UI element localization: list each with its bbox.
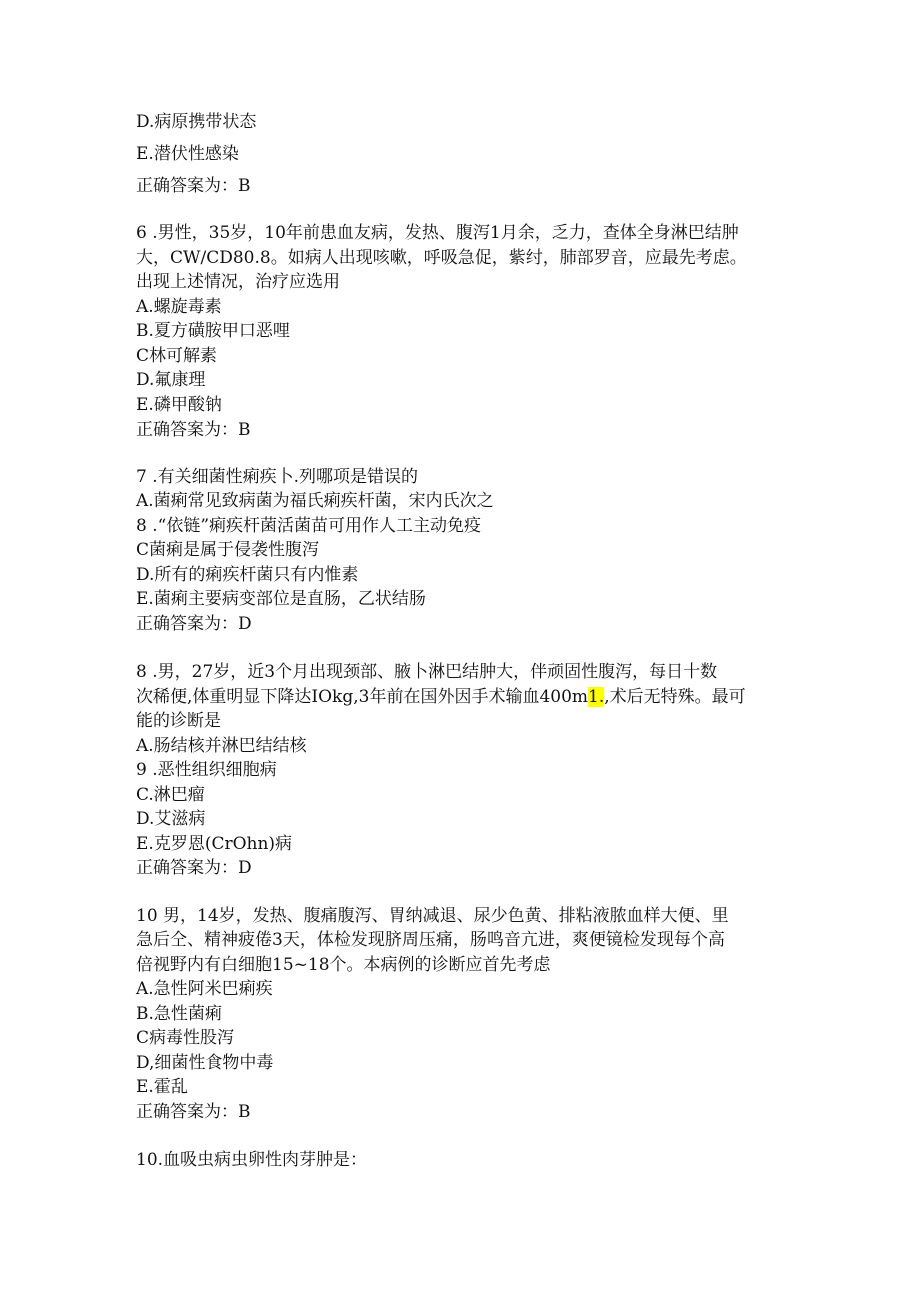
option-c: C林可解素 bbox=[136, 346, 218, 366]
question-8-text: 8 .男，27岁，近3个月出现颈部、腋卜淋巴结肿大，伴顽固性腹泻，每日十数 bbox=[136, 662, 718, 682]
text-run: ,术后无特殊。最可 bbox=[604, 687, 746, 707]
option-d: D.所有的痢疾杆菌只有内惟素 bbox=[136, 565, 359, 585]
highlighted-text: 1. bbox=[588, 687, 605, 707]
text-run: 次稀便,体重明显下降达IOkg,3年前在国外因手术输血400m bbox=[136, 687, 589, 707]
option-a: A.菌痢常见致病菌为福氏痢疾杆菌，宋内氏次之 bbox=[136, 491, 494, 511]
question-8-text bbox=[136, 686, 746, 708]
answer-line: 正确答案为：B bbox=[136, 1102, 251, 1122]
option-c: C.淋巴瘤 bbox=[136, 785, 205, 805]
option-d: D.氟康理 bbox=[136, 370, 206, 390]
option-b: 9 .恶性组织细胞病 bbox=[136, 760, 277, 780]
option-b: 8 .“依链”痢疾杆菌活菌苗可用作人工主动免疫 bbox=[136, 516, 482, 536]
question-8-text: 能的诊断是 bbox=[136, 711, 221, 731]
answer-line: 正确答案为：D bbox=[136, 858, 252, 878]
answer-line: 正确答案为：B bbox=[136, 176, 251, 196]
option-e: E.菌痢主要病变部位是直肠，乙状结肠 bbox=[136, 589, 426, 609]
answer-line: 正确答案为：B bbox=[136, 420, 251, 440]
question-10-text: 倍视野内有白细胞15~18个。本病例的诊断应首先考虑 bbox=[136, 955, 551, 975]
option-e: E.霍乱 bbox=[136, 1077, 188, 1097]
option-a: A.急性阿米巴痢疾 bbox=[136, 979, 273, 999]
option-b: B.急性菌痢 bbox=[136, 1004, 222, 1024]
option-b: B.夏方磺胺甲口恶哩 bbox=[136, 321, 290, 341]
option-e: E.潜伏性感染 bbox=[136, 144, 239, 164]
option-a: A.螺旋毒素 bbox=[136, 297, 222, 317]
question-6-text: 6 .男性，35岁，10年前患血友病，发热、腹泻1月余，乏力，查体全身淋巴结肿 bbox=[136, 223, 739, 243]
question-6-text: 出现上述情况，治疗应选用 bbox=[136, 272, 340, 292]
option-d: D.艾滋病 bbox=[136, 809, 206, 829]
question-10-text: 10 男，14岁，发热、腹痛腹泻、胃纳减退、尿少色黄、排粘液脓血样大便、里 bbox=[136, 906, 729, 926]
question-7-text: 7 .有关细菌性痢疾卜.列哪项是错误的 bbox=[136, 467, 419, 487]
option-d: D,细菌性食物中毒 bbox=[136, 1053, 274, 1073]
option-e: E.磷甲酸钠 bbox=[136, 395, 222, 415]
question-11-text: 10.血吸虫病虫卵性肉芽肿是： bbox=[136, 1150, 368, 1170]
option-d: D.病原携带状态 bbox=[136, 112, 257, 132]
option-e: E.克罗恩(CrOhn)病 bbox=[136, 834, 293, 854]
question-6-text: 大，CW/CD80.8。如病人出现咳嗽，呼吸急促，紫纣，肺部罗音，应最先考虑。 bbox=[136, 248, 747, 268]
option-a: A.肠结核并淋巴结结核 bbox=[136, 736, 307, 756]
option-c: C病毒性股泻 bbox=[136, 1028, 235, 1048]
option-c: C菌痢是属于侵袭性腹泻 bbox=[136, 540, 320, 560]
answer-line: 正确答案为：D bbox=[136, 614, 252, 634]
question-10-text: 急后仝、精神疲倦3天，体检发现脐周压痛，肠鸣音亢进，爽便镜检发现每个高 bbox=[136, 930, 725, 950]
